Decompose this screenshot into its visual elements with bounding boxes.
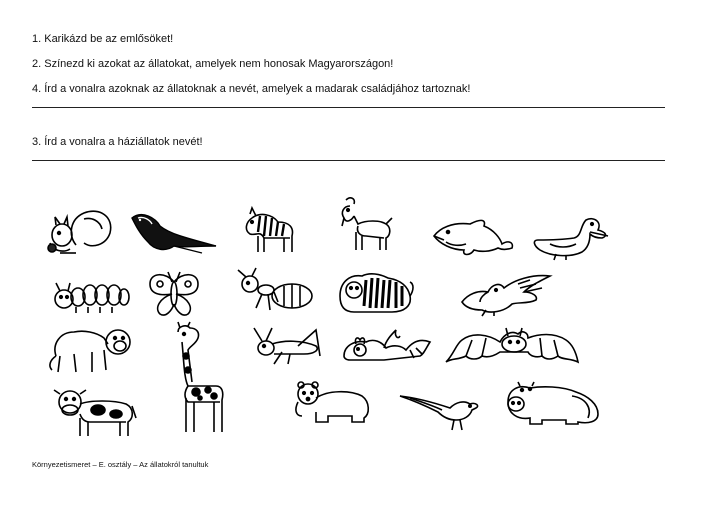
- task-1: 1. Karikázd be az emlősöket!: [32, 33, 174, 45]
- eagle-icon: [458, 272, 554, 316]
- polar-bear-icon: [292, 380, 372, 424]
- task-4: 4. Írd a vonalra azoknak az állatoknak a nevét, amelyek a madarak családjához tartoznak!: [32, 83, 471, 95]
- bat-icon: [442, 322, 582, 368]
- task-3: 3. Írd a vonalra a háziállatok nevét!: [32, 136, 203, 148]
- butterfly-icon: [146, 270, 202, 320]
- squirrel-icon: [40, 205, 118, 257]
- rooster-icon: [340, 320, 436, 366]
- duck-icon: [530, 214, 610, 260]
- zebra-icon: [238, 208, 298, 256]
- task-2: 2. Színezd ki azokat az állatokat, amelyek nem honosak Magyarországon!: [32, 58, 394, 70]
- caterpillar-icon: [54, 277, 130, 317]
- ant-icon: [236, 268, 316, 316]
- grasshopper-icon: [254, 326, 324, 366]
- giraffe-icon: [170, 322, 228, 436]
- answer-line-pets[interactable]: [32, 160, 665, 161]
- swallow-icon: [130, 212, 218, 254]
- tiger-icon: [336, 266, 416, 316]
- hippo-icon: [502, 380, 604, 426]
- goat-icon: [336, 196, 396, 252]
- footer-text: Környezetismeret – E. osztály – Az állatokról tanultuk: [32, 460, 209, 469]
- dolphin-icon: [430, 214, 516, 260]
- answer-line-birds[interactable]: [32, 107, 665, 108]
- pheasant-icon: [398, 390, 480, 432]
- monkey-icon: [46, 320, 136, 376]
- cow-icon: [54, 384, 138, 440]
